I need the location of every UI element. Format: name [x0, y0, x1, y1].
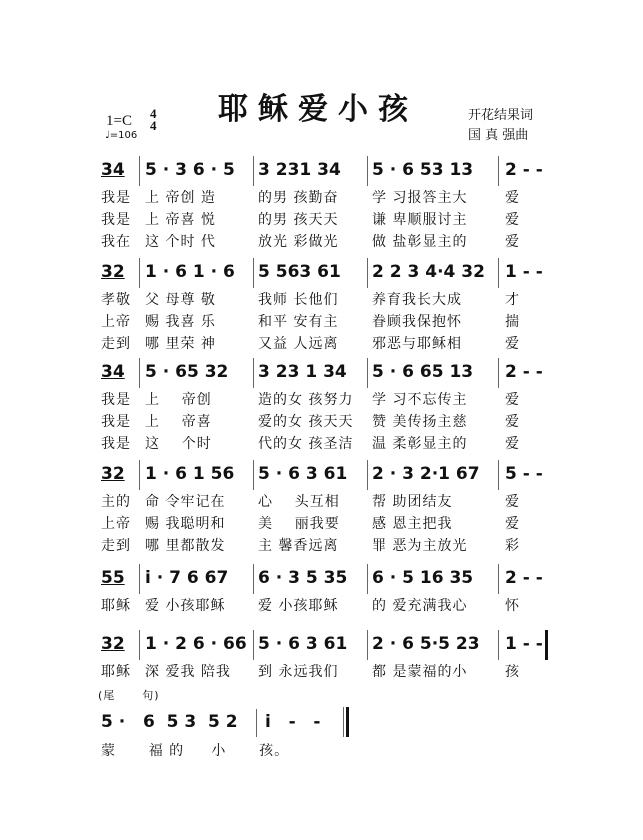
lyric: 爱	[505, 212, 520, 228]
barline	[139, 564, 140, 594]
pickup-notes: 32	[101, 262, 125, 282]
measure: 1 - -	[505, 634, 543, 654]
lyric: 走到	[101, 538, 131, 554]
measure: 5 563 61	[258, 262, 341, 282]
lyric: 造的女 孩努力	[258, 392, 354, 408]
measure: 5 · 3 6 · 5	[145, 160, 235, 180]
lyric: 走到	[101, 336, 131, 352]
lyric: 上 帝喜	[145, 414, 212, 430]
barline	[498, 258, 499, 288]
lyric: 彩	[505, 538, 520, 554]
key-signature: 1=C	[106, 113, 132, 129]
final-barline	[346, 707, 349, 737]
lyric: 上 帝创	[145, 392, 212, 408]
lyric: 我师 长他们	[258, 292, 339, 308]
barline	[498, 358, 499, 388]
measure: 1 - -	[505, 262, 543, 282]
lyric: 上 帝喜 悦	[145, 212, 216, 228]
time-top: 4	[150, 106, 157, 121]
measure: 2 · 6 5·5 23	[372, 634, 480, 654]
lyric: 孩	[505, 664, 520, 680]
pickup-notes: 55	[101, 568, 125, 588]
lyric: 孝敬	[101, 292, 131, 308]
lyric: 爱	[505, 414, 520, 430]
lyric: 这 个时	[145, 436, 212, 452]
lyric: 放光 彩做光	[258, 234, 339, 250]
lyric: 爱	[505, 392, 520, 408]
measure: 3 231 34	[258, 160, 341, 180]
measure: 2 · 3 2·1 67	[372, 464, 480, 484]
barline	[253, 258, 254, 288]
measure: 2 2 3 4·4 32	[372, 262, 485, 282]
measure: 1 · 6 1 · 6	[145, 262, 235, 282]
lyric: 养育我长大成	[372, 292, 462, 308]
barline	[367, 358, 368, 388]
lyric: 赞 美传扬主慈	[372, 414, 468, 430]
measure: 2 - -	[505, 362, 543, 382]
lyric: 到 永远我们	[258, 664, 339, 680]
barline	[367, 258, 368, 288]
measure: 5 · 6 3 61	[258, 634, 348, 654]
barline	[367, 460, 368, 490]
lyric: 上帝	[101, 516, 131, 532]
lyric: 都 是蒙福的小	[372, 664, 468, 680]
pickup-notes: 34	[101, 160, 125, 180]
tempo-marking: ♩=106	[105, 130, 138, 141]
measure: 5 · 65 32	[145, 362, 229, 382]
barline	[253, 358, 254, 388]
barline	[139, 460, 140, 490]
barline	[498, 564, 499, 594]
lyric: 爱	[505, 190, 520, 206]
measure: 6 · 3 5 35	[258, 568, 348, 588]
lyric: 主的	[101, 494, 131, 510]
pickup-notes: 34	[101, 362, 125, 382]
lyric: 我是	[101, 212, 131, 228]
measure: 2 - -	[505, 160, 543, 180]
lyric: 爱	[505, 336, 520, 352]
lyric: 怀	[505, 598, 520, 614]
measure: 3 23 1 34	[258, 362, 347, 382]
lyric: 我是	[101, 414, 131, 430]
lyric: 的男 孩天天	[258, 212, 339, 228]
barline	[343, 707, 344, 737]
lyric: 命 令牢记在	[145, 494, 226, 510]
barline	[367, 564, 368, 594]
barline	[367, 156, 368, 186]
measure: 1 · 2 6 · 66	[145, 634, 247, 654]
lyricist-credit: 开花结果词	[468, 108, 534, 123]
measure: i · 7 6 67	[145, 568, 229, 588]
song-title: 耶稣爱小孩	[218, 92, 418, 127]
lyric: 做 盐彰显主的	[372, 234, 468, 250]
measure: 1 · 6 1 56	[145, 464, 235, 484]
barline	[253, 156, 254, 186]
lyric: 的 爱充满我心	[372, 598, 468, 614]
lyric: 心 头互相	[258, 494, 340, 510]
barline	[256, 709, 257, 737]
lyric: 深 爱我 陪我	[145, 664, 231, 680]
lyric: 耶稣	[101, 664, 131, 680]
time-bottom: 4	[150, 118, 157, 133]
lyric: 上帝	[101, 314, 131, 330]
lyric: 赐 我喜 乐	[145, 314, 216, 330]
barline	[498, 156, 499, 186]
barline	[498, 630, 499, 660]
coda-measure-2: i - -	[265, 712, 321, 732]
barline	[498, 460, 499, 490]
time-signature	[150, 108, 157, 132]
lyric: 帮 助团结友	[372, 494, 453, 510]
lyric: 爱	[505, 436, 520, 452]
barline	[139, 258, 140, 288]
measure: 5 - -	[505, 464, 543, 484]
pickup-notes: 32	[101, 464, 125, 484]
lyric: 我是	[101, 190, 131, 206]
measure: 5 · 6 65 13	[372, 362, 474, 382]
barline	[139, 156, 140, 186]
lyric: 学 习报答主大	[372, 190, 468, 206]
lyric: 我在	[101, 234, 131, 250]
barline	[253, 630, 254, 660]
lyric: 爱的女 孩天天	[258, 414, 354, 430]
barline	[253, 460, 254, 490]
lyric: 爱 小孩耶稣	[258, 598, 339, 614]
lyric: 和平 安有主	[258, 314, 339, 330]
pickup-notes: 32	[101, 634, 125, 654]
coda-label: (尾 句)	[98, 689, 160, 702]
measure: 5 · 6 3 61	[258, 464, 348, 484]
lyric: 眷顾我保抱怀	[372, 314, 462, 330]
composer-credit: 国 真 强曲	[468, 128, 529, 143]
barline	[139, 630, 140, 660]
lyric: 主 馨香远离	[258, 538, 339, 554]
lyric: 谦 卑顺服讨主	[372, 212, 468, 228]
lyric: 哪 里都散发	[145, 538, 226, 554]
coda-measure-1: 5 · 6 5 3 5 2	[101, 712, 238, 732]
lyric: 揣	[505, 314, 520, 330]
lyric: 爱	[505, 494, 520, 510]
lyric: 爱	[505, 234, 520, 250]
lyric: 这 个时 代	[145, 234, 216, 250]
measure: 5 · 6 53 13	[372, 160, 474, 180]
lyric: 赐 我聪明和	[145, 516, 226, 532]
lyric: 邪恶与耶稣相	[372, 336, 462, 352]
coda-lyrics: 蒙 福 的 小 孩。	[101, 743, 290, 759]
lyric: 学 习不忘传主	[372, 392, 468, 408]
lyric: 爱 小孩耶稣	[145, 598, 226, 614]
lyric: 我是	[101, 436, 131, 452]
barline	[139, 358, 140, 388]
final-barline	[545, 630, 548, 660]
lyric: 代的女 孩圣洁	[258, 436, 354, 452]
lyric: 感 恩主把我	[372, 516, 453, 532]
lyric: 又益 人远离	[258, 336, 339, 352]
lyric: 的男 孩勤奋	[258, 190, 339, 206]
lyric: 上 帝创 造	[145, 190, 216, 206]
lyric: 我是	[101, 392, 131, 408]
lyric: 才	[505, 292, 520, 308]
measure: 6 · 5 16 35	[372, 568, 474, 588]
lyric: 父 母尊 敬	[145, 292, 216, 308]
barline	[253, 564, 254, 594]
lyric: 美 丽我要	[258, 516, 340, 532]
lyric: 哪 里荣 神	[145, 336, 216, 352]
lyric: 罪 恶为主放光	[372, 538, 468, 554]
lyric: 耶稣	[101, 598, 131, 614]
measure: 2 - -	[505, 568, 543, 588]
lyric: 温 柔彰显主的	[372, 436, 468, 452]
lyric: 爱	[505, 516, 520, 532]
barline	[367, 630, 368, 660]
